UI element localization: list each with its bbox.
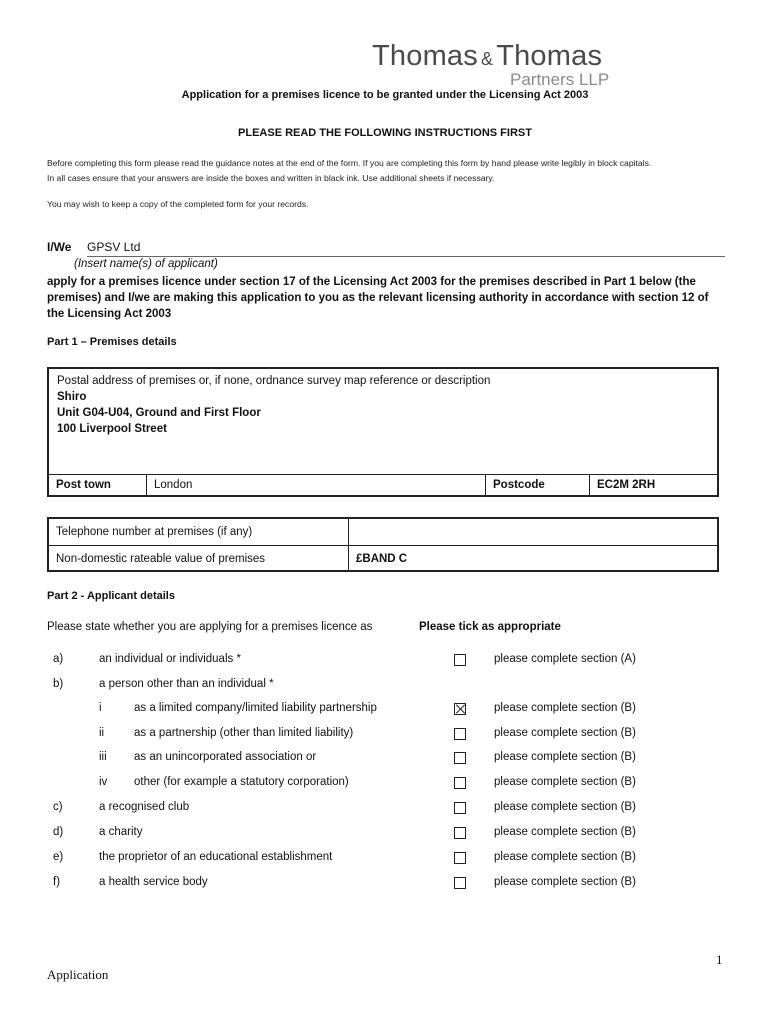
logo-ampersand: &: [480, 49, 494, 69]
instruction-line-2: In all cases ensure that your answers are inside the boxes and written in black ink. Use additional sheets if necessary.: [47, 173, 495, 183]
option-sub-number: i: [99, 702, 102, 714]
checkbox[interactable]: [454, 877, 466, 889]
option-sub-number: iv: [99, 776, 108, 788]
part1-heading: Part 1 – Premises details: [47, 336, 177, 348]
option-label: as an unincorporated association or: [134, 751, 317, 763]
checkbox-checked[interactable]: [454, 703, 466, 715]
telephone-row: [49, 519, 717, 544]
telephone-field[interactable]: [348, 519, 717, 545]
rateable-value-field[interactable]: £BAND C: [348, 546, 717, 572]
option-section-note: please complete section (B): [494, 776, 636, 788]
option-label: other (for example a statutory corporation): [134, 776, 349, 788]
option-section-note: please complete section (B): [494, 826, 636, 838]
checkbox[interactable]: [454, 852, 466, 864]
option-label: a recognised club: [99, 801, 190, 813]
page-number: 1: [716, 952, 723, 967]
address-label: Postal address of premises or, if none, ordnance survey map reference or description: [57, 375, 491, 387]
option-label: a charity: [99, 826, 143, 838]
option-label: as a limited company/limited liability partnership: [134, 702, 377, 714]
logo-word-2: Thomas: [496, 40, 603, 72]
option-number: d): [53, 826, 64, 838]
checkbox[interactable]: [454, 802, 466, 814]
checkbox[interactable]: [454, 752, 466, 764]
address-line: Shiro: [57, 391, 87, 403]
premises-address-box: [47, 367, 719, 497]
applicant-name-field[interactable]: GPSV Ltd: [87, 240, 141, 254]
option-sub-number: iii: [99, 751, 107, 763]
address-line: 100 Liverpool Street: [57, 423, 167, 435]
postcode-field[interactable]: EC2M 2RH: [589, 475, 717, 496]
footer-label: Application: [47, 967, 109, 982]
tick-heading: Please tick as appropriate: [419, 621, 561, 633]
instructions-heading: PLEASE READ THE FOLLOWING INSTRUCTIONS FIRST: [238, 127, 532, 139]
logo-subtitle: Partners LLP: [510, 70, 610, 89]
part2-question: Please state whether you are applying for a premises licence as: [47, 621, 373, 633]
logo-word-1: Thomas: [372, 40, 478, 72]
option-label: an individual or individuals *: [99, 653, 241, 665]
rateable-value-row: [49, 545, 717, 571]
option-label: a health service body: [99, 876, 208, 888]
post-town-row: [49, 474, 717, 496]
postcode-label: Postcode: [485, 475, 589, 496]
rateable-value-label: Non-domestic rateable value of premises: [56, 553, 266, 565]
option-section-note: please complete section (B): [494, 801, 636, 813]
option-section-note: please complete section (B): [494, 751, 636, 763]
checkbox[interactable]: [454, 777, 466, 789]
premises-address-field[interactable]: [57, 373, 490, 437]
part2-heading: Part 2 - Applicant details: [47, 590, 175, 602]
telephone-label: Telephone number at premises (if any): [56, 526, 253, 538]
option-sub-number: ii: [99, 727, 105, 739]
post-town-field[interactable]: London: [146, 475, 485, 496]
applicant-label: I/We: [47, 240, 72, 254]
option-label: the proprietor of an educational establishment: [99, 851, 333, 863]
option-number: e): [53, 851, 64, 863]
option-label: as a partnership (other than limited liability): [134, 727, 354, 739]
applicant-name-underline: [87, 256, 725, 257]
option-number: f): [53, 876, 61, 888]
address-line: Unit G04-U04, Ground and First Floor: [57, 407, 261, 419]
premises-contact-table: [47, 517, 719, 572]
option-section-note: please complete section (B): [494, 876, 636, 888]
option-number: a): [53, 653, 64, 665]
option-label: a person other than an individual *: [99, 678, 274, 690]
option-section-note: please complete section (A): [494, 653, 636, 665]
checkbox[interactable]: [454, 827, 466, 839]
option-section-note: please complete section (B): [494, 727, 636, 739]
option-section-note: please complete section (B): [494, 851, 636, 863]
option-number: b): [53, 678, 64, 690]
application-statement: apply for a premises licence under section 17 of the Licensing Act 2003 for the premises described in Part 1 below (the premises) and I/we are making this application to you as the relevant licensing authority in accordance with section 12 of the Licensing Act 2003: [47, 276, 709, 320]
post-town-label: Post town: [56, 479, 111, 491]
option-number: c): [53, 801, 63, 813]
applicant-hint: (Insert name(s) of applicant): [74, 258, 218, 270]
form-title: Application for a premises licence to be granted under the Licensing Act 2003: [181, 89, 589, 101]
option-section-note: please complete section (B): [494, 702, 636, 714]
checkbox[interactable]: [454, 728, 466, 740]
instruction-line-3: You may wish to keep a copy of the completed form for your records.: [47, 199, 309, 209]
company-logo: [372, 40, 602, 73]
checkbox[interactable]: [454, 654, 466, 666]
instruction-line-1: Before completing this form please read the guidance notes at the end of the form. If you are completing this form by hand please write legibly in block capitals.: [47, 158, 652, 168]
